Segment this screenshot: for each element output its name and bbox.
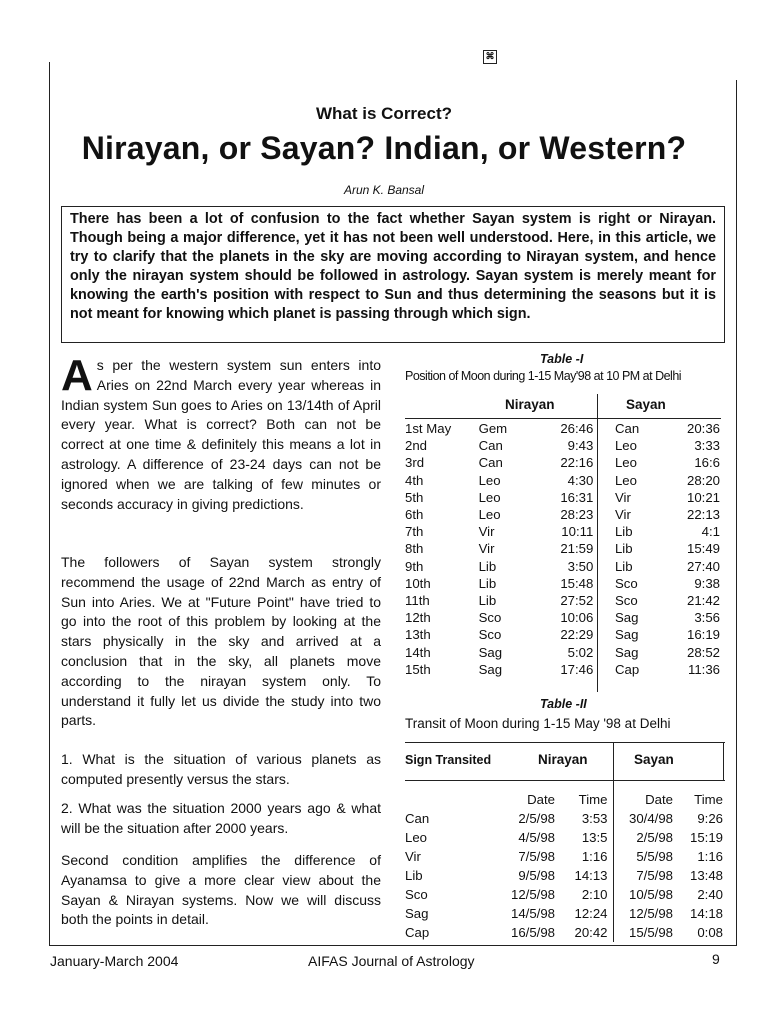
- table-row: [405, 437, 720, 454]
- table-cell: Leo: [478, 472, 501, 488]
- table-row: [405, 809, 723, 828]
- page-number: 9: [712, 951, 720, 967]
- table-cell: Sco: [405, 887, 428, 902]
- table-cell: 3:56: [694, 610, 720, 626]
- drop-cap: A: [61, 351, 93, 400]
- table-cell: 20:42: [555, 923, 613, 942]
- table-cell: Cap: [405, 925, 430, 940]
- table-cell: 14th: [405, 644, 431, 660]
- author: Arun K. Bansal: [343, 183, 425, 197]
- table-cell: 28:23: [560, 507, 594, 523]
- table-cell: 12:24: [555, 904, 613, 923]
- table-cell: Lib: [614, 524, 633, 540]
- table-cell: 13th: [405, 627, 431, 643]
- table-cell: 14:18: [689, 906, 723, 921]
- table-1-head-sayan: Sayan: [626, 397, 666, 412]
- abstract-box: There has been a lot of confusion to the fact whether Sayan system is right or Nirayan. Though being a major difference, yet it has not been well understood. Here, in this article, we try to clarify that the planets in the sky are moving according to Nirayan system, and hence only the nirayan system should be followed in astrology. Sayan system is merely meant for knowing the earth's position with respect to Sun and thus determining the seasons but it is not meant for knowing which planet is passing through which sign.: [61, 206, 725, 343]
- table-cell: 15:19: [689, 830, 723, 845]
- table-cell: Lib: [405, 868, 423, 883]
- table-cell: 2:40: [697, 887, 723, 902]
- table-row: [405, 592, 720, 609]
- table-2-caption: Transit of Moon during 1-15 May '98 at Delhi: [405, 716, 671, 731]
- article-title: Nirayan, or Sayan? Indian, or Western?: [81, 130, 687, 166]
- table-cell: Sag: [614, 627, 639, 643]
- table-2-head-sayan: Sayan: [634, 752, 674, 767]
- table-row: [405, 506, 720, 523]
- table-cell: 1:16: [697, 849, 723, 864]
- table-cell: 3:33: [694, 438, 720, 454]
- sub-time-sayan: Time: [694, 792, 723, 807]
- table-cell: 12/5/98: [511, 887, 555, 902]
- sub-time-nirayan: Time: [555, 790, 613, 809]
- table-1-body: [405, 420, 720, 678]
- table-cell: Leo: [614, 438, 637, 454]
- table-cell: Sag: [405, 906, 429, 921]
- table-cell: Vir: [614, 507, 631, 523]
- table-cell: Lib: [614, 541, 633, 557]
- table-cell: 9th: [405, 558, 424, 574]
- table-cell: 4:1: [701, 524, 720, 540]
- table-cell: Sco: [614, 575, 638, 591]
- table-cell: 27:40: [686, 558, 720, 574]
- table-cell: 16:19: [686, 627, 720, 643]
- table-cell: 2nd: [405, 438, 428, 454]
- table-cell: 10/5/98: [629, 887, 673, 902]
- table-cell: 2/5/98: [518, 811, 555, 826]
- table-cell: Vir: [478, 541, 495, 557]
- table-cell: 15/5/98: [629, 925, 673, 940]
- table-row: [405, 609, 720, 626]
- table-cell: 11:36: [687, 661, 720, 677]
- table-cell: Gem: [478, 421, 508, 436]
- table-cell: 14:13: [555, 866, 613, 885]
- table-1-label: Table -I: [540, 352, 584, 366]
- table-cell: 20:36: [686, 421, 720, 436]
- table-cell: 12/5/98: [629, 906, 673, 921]
- table-cell: 4/5/98: [518, 830, 555, 845]
- table-row: [405, 904, 723, 923]
- table-cell: Vir: [405, 849, 421, 864]
- table-row: [405, 885, 723, 904]
- table-1-top-rule: [405, 418, 721, 419]
- table-cell: 22:29: [560, 627, 594, 643]
- table-cell: 1st May: [405, 421, 452, 436]
- table-cell: 15th: [405, 661, 431, 677]
- table-cell: Lib: [614, 558, 633, 574]
- table-cell: 14/5/98: [511, 906, 555, 921]
- table-cell: 7th: [405, 524, 424, 540]
- bottom-border: [49, 945, 737, 946]
- table-cell: Can: [405, 811, 430, 826]
- kicker: What is Correct?: [315, 104, 453, 123]
- sub-date-sayan: Date: [645, 792, 673, 807]
- table-cell: 9:38: [694, 575, 720, 591]
- table-cell: Can: [478, 438, 503, 454]
- table-cell: 13:48: [689, 868, 723, 883]
- table-cell: 16/5/98: [511, 925, 555, 940]
- table-cell: 7/5/98: [636, 868, 673, 883]
- table-cell: 0:08: [697, 925, 723, 940]
- table-row: [405, 575, 720, 592]
- table-cell: 2:10: [555, 885, 613, 904]
- table-cell: 13:5: [555, 828, 613, 847]
- paragraph-2: The followers of Sayan system strongly recommend the usage of 22nd March as entry of Sun into Aries. We at "Future Point" have tried to go into the root of this problem by looking at the stars physically in the sky and arrived at a conclusion that in the sky, all planets move according to the nirayan system only. To understand it fully let us divide the study into two parts.: [61, 554, 381, 729]
- table-row: [405, 644, 720, 661]
- table-cell: 8th: [405, 541, 424, 557]
- table-cell: Sag: [478, 644, 503, 660]
- table-cell: 10:06: [560, 610, 594, 626]
- table-cell: Leo: [614, 455, 637, 471]
- table-cell: 30/4/98: [629, 811, 673, 826]
- table-cell: Lib: [478, 575, 497, 591]
- table-cell: Sco: [478, 610, 502, 626]
- table-cell: 17:46: [560, 661, 594, 677]
- table-cell: 22:13: [686, 507, 720, 523]
- table-cell: 4th: [405, 472, 424, 488]
- table-cell: 10:11: [561, 524, 594, 540]
- table-cell: 15:49: [686, 541, 720, 557]
- table-row: [405, 626, 720, 643]
- table-2-right-edge: [723, 742, 724, 781]
- table-1-caption: Position of Moon during 1-15 May'98 at 10 PM at Delhi: [405, 369, 682, 383]
- table-cell: 3:53: [555, 809, 613, 828]
- table-row: [405, 540, 720, 557]
- table-cell: 11th: [405, 593, 430, 609]
- paragraph-4: 2. What was the situation 2000 years ago & what will be the situation after 2000 years.: [61, 800, 381, 836]
- table-cell: 3rd: [405, 455, 425, 471]
- table-cell: 15:48: [560, 575, 594, 591]
- table-cell: 9/5/98: [518, 868, 555, 883]
- paragraph-1: [61, 351, 381, 514]
- table-cell: 1:16: [555, 847, 613, 866]
- table-cell: 26:46: [560, 421, 594, 436]
- table-row: [405, 523, 720, 540]
- table-cell: Can: [614, 421, 640, 436]
- table-cell: Leo: [478, 489, 501, 505]
- table-row: [405, 558, 720, 575]
- table-cell: 21:42: [686, 593, 720, 609]
- right-border: [736, 80, 737, 946]
- table-cell: Sco: [478, 627, 502, 643]
- table-cell: 21:59: [560, 541, 594, 557]
- table-cell: 12th: [405, 610, 431, 626]
- table-cell: Leo: [478, 507, 501, 523]
- table-cell: 3:50: [567, 558, 594, 574]
- table-cell: 5:02: [567, 644, 594, 660]
- table-cell: Vir: [478, 524, 495, 540]
- table-cell: 4:30: [567, 472, 594, 488]
- table-row: [405, 847, 723, 866]
- table-cell: Leo: [405, 830, 428, 845]
- table-2-top-rule: [405, 742, 725, 743]
- table-row: [405, 661, 720, 678]
- table-cell: 27:52: [560, 593, 594, 609]
- table-1-head-nirayan: Nirayan: [505, 397, 555, 412]
- table-cell: 7/5/98: [518, 849, 555, 864]
- table-2-label: Table -II: [540, 697, 587, 711]
- table-cell: Cap: [614, 661, 640, 677]
- table-cell: 28:20: [686, 472, 720, 488]
- table-cell: 2/5/98: [636, 830, 673, 845]
- table-cell: 5/5/98: [636, 849, 673, 864]
- table-cell: 10th: [405, 575, 431, 591]
- table-cell: 6th: [405, 507, 424, 523]
- journal-logo-icon: ⌘: [483, 50, 497, 64]
- table-cell: 9:26: [697, 811, 723, 826]
- footer-journal: AIFAS Journal of Astrology: [308, 953, 475, 969]
- table-cell: 5th: [405, 489, 424, 505]
- table-2-subheader-row: [405, 790, 723, 809]
- table-cell: Sag: [478, 661, 503, 677]
- table-cell: Sco: [614, 593, 638, 609]
- table-row: [405, 420, 720, 437]
- table-cell: 10:21: [686, 489, 720, 505]
- table-row: [405, 923, 723, 942]
- sub-date-nirayan: Date: [527, 792, 555, 807]
- table-2-body: [405, 790, 723, 942]
- table-cell: Can: [478, 455, 503, 471]
- table-row: [405, 828, 723, 847]
- table-cell: 16:31: [560, 489, 594, 505]
- table-1: [405, 420, 720, 678]
- table-cell: Sag: [614, 610, 639, 626]
- table-2: [405, 790, 723, 942]
- table-cell: Lib: [478, 593, 497, 609]
- table-cell: Lib: [478, 558, 497, 574]
- table-cell: 9:43: [567, 438, 594, 454]
- table-2-head-nirayan: Nirayan: [538, 752, 588, 767]
- footer-date: January-March 2004: [50, 953, 179, 969]
- table-row: [405, 489, 720, 506]
- table-cell: Vir: [614, 489, 631, 505]
- table-2-head-rule: [405, 780, 725, 781]
- table-cell: Sag: [614, 644, 639, 660]
- table-2-head-sign: Sign Transited: [405, 753, 492, 767]
- table-cell: 28:52: [686, 644, 720, 660]
- table-cell: Leo: [614, 472, 637, 488]
- table-cell: 16:6: [694, 455, 720, 471]
- paragraph-3: 1. What is the situation of various planets as computed presently versus the stars.: [61, 751, 381, 787]
- table-row: [405, 472, 720, 489]
- paragraph-5: Second condition amplifies the difference of Ayanamsa to give a more clear view about the Sayan & Nirayan systems. Now we will discuss both the points in detail.: [61, 852, 381, 928]
- table-cell: 22:16: [560, 455, 594, 471]
- table-row: [405, 454, 720, 471]
- table-row: [405, 866, 723, 885]
- paragraph-1-text: s per the western system sun enters into Aries on 22nd March every year whereas in Indian system Sun goes to Aries on 13/14th of April every year. What is correct? Both can not be correct at one time & definitely this means a lot in astrology. A difference of 23-24 days can not be ignored when we are talking of few minutes or seconds accuracy in giving predictions.: [61, 357, 381, 512]
